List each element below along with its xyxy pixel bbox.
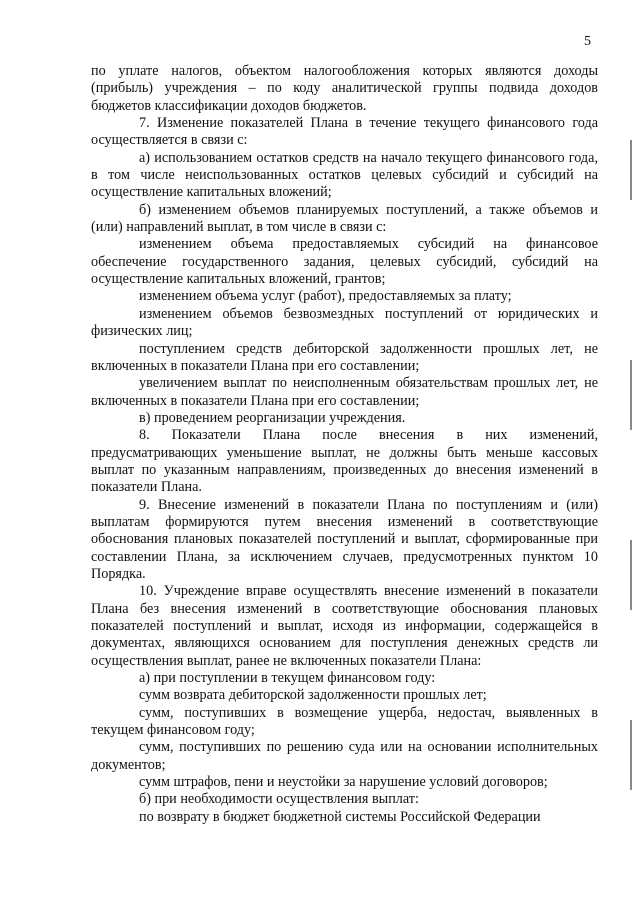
paragraph: 9. Внесение изменений в показатели Плана по поступлениям и (или) выплатам формируются путем внесения изменений в соответствующие обоснования плановых показателей поступлений и выплат, сформированные при составлении Плана, за исключением случаев, предусмотренных пунктом 10 Порядка. <box>91 496 598 582</box>
paragraph: сумм возврата дебиторской задолженности прошлых лет; <box>139 687 487 704</box>
paragraph: изменением объема предоставляемых субсидий на финансовое обеспечение государственного задания, целевых субсидий, субсидий на осуществление капитальных вложений, грантов; <box>91 236 598 288</box>
paragraph: сумм, поступивших в возмещение ущерба, недостач, выявленных в текущем финансовом году; <box>91 704 598 739</box>
document-body <box>91 63 598 826</box>
paragraph: 8. Показатели Плана после внесения в них изменений, предусматривающих уменьшение выплат, не должны быть меньше кассовых выплат по указанным направлениям, произведенных до внесения изменений в показатели Плана. <box>91 427 598 496</box>
paragraph: б) изменением объемов планируемых поступлений, а также объемов и (или) направлений выплат, в том числе в связи с: <box>91 201 598 236</box>
paragraph: по уплате налогов, объектом налогообложения которых являются доходы (прибыль) учреждения – по коду аналитической группы подвида доходов бюджетов классификации доходов бюджетов. <box>91 63 598 114</box>
paragraph: 7. Изменение показателей Плана в течение текущего финансового года осуществляется в связи с: <box>91 115 598 149</box>
paragraph: а) при поступлении в текущем финансовом году: <box>139 670 436 687</box>
paragraph: б) при необходимости осуществления выплат: <box>139 791 419 808</box>
paragraph: сумм, поступивших по решению суда или на основании исполнительных документов; <box>91 739 598 773</box>
paragraph: изменением объемов безвозмездных поступлений от юридических и физических лиц; <box>91 305 598 340</box>
paragraph: увеличением выплат по неисполненным обязательствам прошлых лет, не включенных в показатели Плана при его составлении; <box>91 375 598 409</box>
paragraph: в) проведением реорганизации учреждения. <box>139 409 406 426</box>
paragraph: поступлением средств дебиторской задолженности прошлых лет, не включенных в показатели Плана при его составлении; <box>91 340 598 374</box>
paragraph: по возврату в бюджет бюджетной системы Российской Федерации <box>139 808 541 825</box>
paragraph: а) использованием остатков средств на начало текущего финансового года, в том числе неиспользованных остатков целевых субсидий и субсидий на осуществление капитальных вложений; <box>91 149 598 201</box>
scan-margin-marks <box>630 0 636 901</box>
paragraph: изменением объема услуг (работ), предоставляемых за плату; <box>139 288 512 305</box>
paragraph: 10. Учреждение вправе осуществлять внесение изменений в показатели Плана без внесения изменений в соответствующие обоснования плановых показателей поступлений и выплат, исходя из информации, содержащейся в документах, являющихся основанием для поступления денежных средств ли осуществления выплат, ранее не включенных показатели Плана: <box>91 583 598 669</box>
paragraph: сумм штрафов, пени и неустойки за нарушение условий договоров; <box>139 774 548 791</box>
page-number: 5 <box>584 34 591 49</box>
